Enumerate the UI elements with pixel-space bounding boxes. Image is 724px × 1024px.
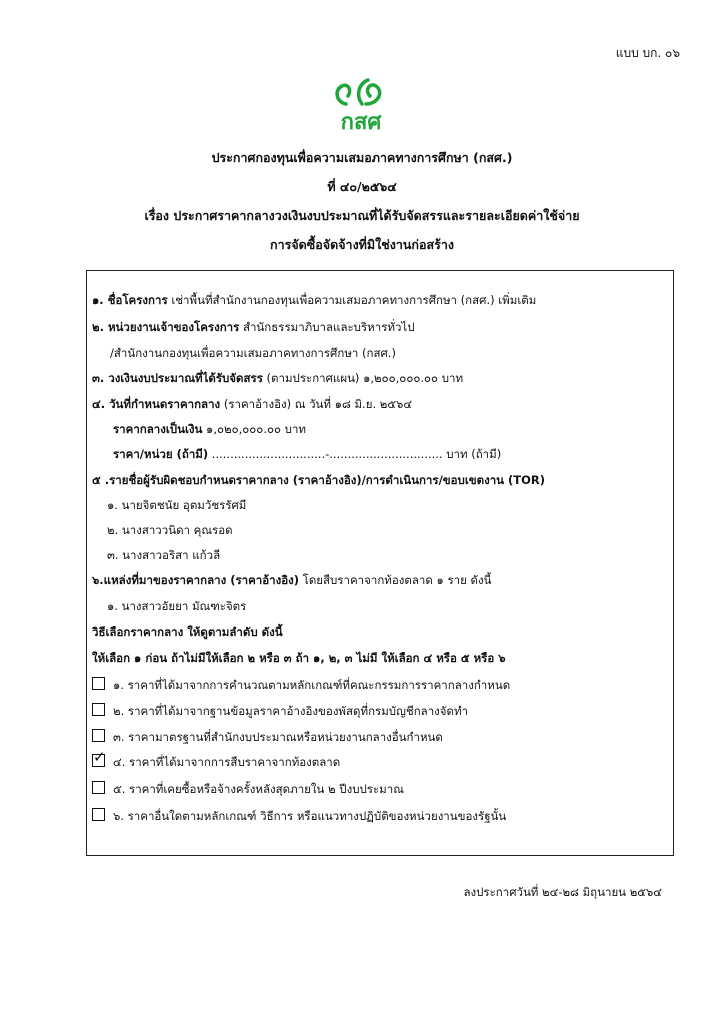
form-code: แบบ บก. ๐๖ — [615, 46, 680, 60]
method-option-label: ๕. ราคาที่เคยซื้อหรือจ้างครั้งหลังสุดภายใน ๒ ปีงบประมาณ — [113, 782, 404, 796]
price-source-person-1: ๑. นางสาวอัยยา มัณฑะจิตร — [107, 599, 247, 613]
reference-price-value: ๑,๐๒๐,๐๐๐.๐๐ บาท — [206, 422, 307, 436]
checkbox-icon[interactable] — [92, 729, 105, 742]
method-option-6 — [92, 808, 506, 824]
checkbox-icon[interactable] — [92, 808, 105, 821]
responsible-person-1: ๑. นายจิตชนัย อุตมวัชรรัศมี — [107, 498, 247, 512]
owner-unit-label: ๒. หน่วยงานเจ้าของโครงการ — [92, 320, 240, 334]
reference-date-label: ๔. วันที่กำหนดราคากลาง — [92, 397, 221, 411]
header-line-1: ประกาศกองทุนเพื่อความเสมอภาคทางการศึกษา (กสศ.) — [211, 150, 513, 165]
responsible-person-3: ๓. นางสาวอริสา แก้วลี — [107, 548, 221, 562]
checkbox-icon[interactable] — [92, 703, 105, 716]
reference-price-row — [113, 421, 306, 437]
project-name-label: ๑. ชื่อโครงการ — [92, 293, 168, 307]
method-option-1 — [92, 677, 510, 693]
owner-unit-value: สำนักธรรมาภิบาลและบริหารทั่วไป — [242, 320, 415, 334]
budget-label: ๓. วงเงินงบประมาณที่ได้รับจัดสรร — [92, 371, 263, 385]
method-option-5 — [92, 781, 404, 797]
reference-price-label: ราคากลางเป็นเงิน — [113, 422, 203, 436]
checkbox-icon[interactable] — [92, 677, 105, 690]
checkbox-icon[interactable] — [92, 781, 105, 794]
header-line-4: การจัดซื้อจัดจ้างที่มิใช่งานก่อสร้าง — [270, 237, 454, 252]
responsible-person-2: ๒. นางสาววนิดา คุณรอด — [107, 523, 233, 537]
budget-row — [92, 370, 463, 386]
header-line-3: เรื่อง ประกาศราคากลางวงเงินงบประมาณที่ได้รับจัดสรรและรายละเอียดค่าใช้จ่าย — [144, 208, 580, 223]
method-rule: ให้เลือก ๑ ก่อน ถ้าไม่มีให้เลือก ๒ หรือ ๓ ถ้า ๑, ๒, ๓ ไม่มี ให้เลือก ๔ หรือ ๕ หรือ ๖ — [92, 651, 506, 665]
method-title: วิธีเลือกราคากลาง ให้ดูตามลำดับ ดังนี้ — [92, 625, 283, 639]
unit-price-label: ราคา/หน่วย (ถ้ามี) — [113, 447, 209, 461]
project-name-value: เช่าพื้นที่สำนักงานกองทุนเพื่อความเสมอภาคทางการศึกษา (กสศ.) เพิ่มเติม — [171, 293, 537, 307]
reference-date-row — [92, 396, 412, 412]
reference-date-value: (ราคาอ้างอิง) ณ วันที่ ๑๘ มิ.ย. ๒๕๖๔ — [223, 397, 413, 411]
unit-price-row — [113, 446, 501, 462]
price-source-value: โดยสืบราคาจากท้องตลาด ๑ ราย ดังนี้ — [302, 573, 492, 587]
method-option-2 — [92, 703, 468, 719]
owner-unit-row — [92, 319, 415, 335]
announcement-date: ลงประกาศวันที่ ๒๔-๒๘ มิถุนายน ๒๕๖๔ — [463, 885, 662, 899]
method-option-label: ๔. ราคาที่ได้มาจากการสืบราคาจากท้องตลาด — [113, 755, 341, 769]
logo-text: กสศ — [340, 110, 382, 135]
method-option-label: ๒. ราคาที่ได้มาจากฐานข้อมูลราคาอ้างอิงของพัสดุที่กรมบัญชีกลางจัดทำ — [113, 704, 469, 718]
header-line-2: ที่ ๔๐/๒๕๖๔ — [327, 179, 397, 194]
method-option-3 — [92, 729, 443, 745]
announcement-header — [0, 148, 724, 264]
owner-unit-row-2: /สำนักงานกองทุนเพื่อความเสมอภาคทางการศึกษา (กสศ.) — [110, 346, 396, 360]
method-option-4 — [92, 754, 340, 770]
method-option-label: ๑. ราคาที่ได้มาจากการคำนวณตามหลักเกณฑ์ที่คณะกรรมการราคากลางกำหนด — [113, 678, 511, 692]
checked-checkbox-icon[interactable] — [92, 754, 105, 767]
price-source-label: ๖.แหล่งที่มาของราคากลาง (ราคาอ้างอิง) — [92, 573, 299, 587]
responsible-persons-label: ๕ .รายชื่อผู้รับผิดชอบกำหนดราคากลาง (ราคาอ้างอิง)/การดำเนินการ/ขอบเขตงาน (TOR) — [92, 473, 546, 487]
price-source-row — [92, 572, 491, 588]
unit-price-value: ...............................-............................... บาท (ถ้ามี) — [211, 447, 502, 461]
leaf-logo-icon — [326, 74, 396, 108]
project-name-row — [92, 292, 536, 308]
organization-logo — [326, 74, 396, 138]
method-option-label: ๖. ราคาอื่นใดตามหลักเกณฑ์ วิธีการ หรือแนวทางปฏิบัติของหน่วยงานของรัฐนั้น — [113, 809, 507, 823]
budget-value: (ตามประกาศแผน) ๑,๒๐๐,๐๐๐.๐๐ บาท — [266, 371, 464, 385]
method-option-label: ๓. ราคามาตรฐานที่สำนักงบประมาณหรือหน่วยงานกลางอื่นกำหนด — [113, 730, 443, 744]
